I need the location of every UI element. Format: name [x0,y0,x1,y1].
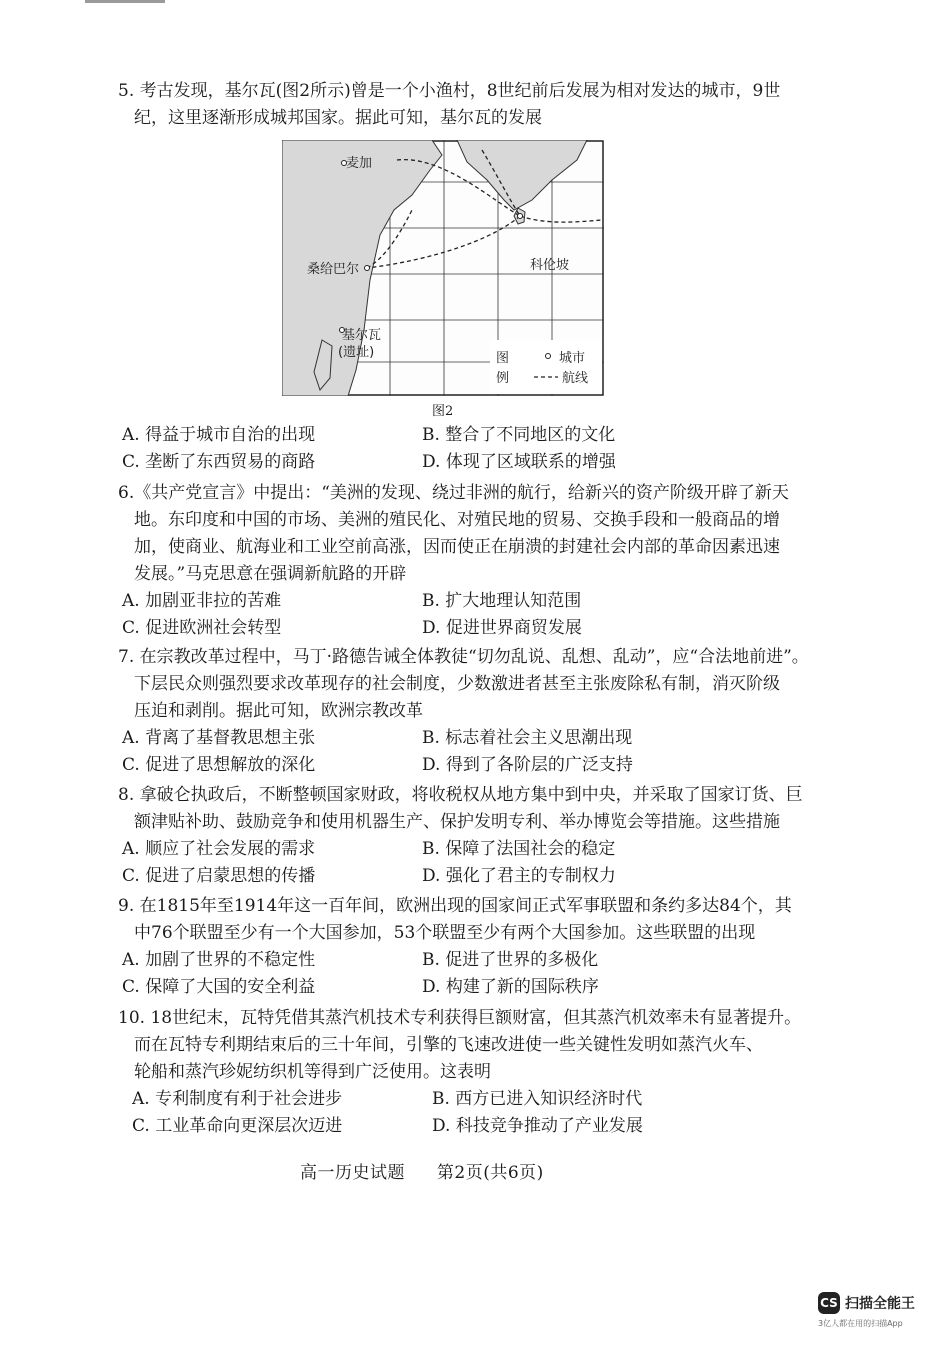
q9-option-b: B. 促进了世界的多极化 [422,950,599,970]
question-10 [118,1005,802,1140]
question-5-options [118,422,798,476]
question-10-line-3: 轮船和蒸汽珍妮纺织机等得到广泛使用。这表明 [134,1062,491,1082]
q6-option-d: D. 促进世界商贸发展 [422,618,582,638]
footer-subject: 高一历史试题 [300,1163,405,1183]
q10-option-d: D. 科技竞争推动了产业发展 [432,1116,643,1136]
question-6-line-4: 发展。”马克思意在强调新航路的开辟 [134,564,407,584]
question-8-line-2: 额津贴补助、鼓励竞争和使用机器生产、保护发明专利、举办博览会等措施。这些措施 [134,812,780,832]
page-footer [300,1158,570,1183]
question-8-line-1: 8. 拿破仑执政后，不断整顿国家财政，将收税权从地方集中到中央，并采取了国家订货、巨 [118,785,803,805]
q6-option-c: C. 促进欧洲社会转型 [122,618,282,638]
question-9-line-1: 9. 在1815年至1914年这一百年间，欧洲出现的国家间正式军事联盟和条约多达84个，其 [118,896,792,916]
q7-option-d: D. 得到了各阶层的广泛支持 [422,755,633,775]
question-7 [118,644,809,779]
watermark-brand: 扫描全能王 [845,1296,915,1312]
city-label-colombo: 科伦坡 [530,258,570,273]
q10-option-c: C. 工业革命向更深层次迈进 [132,1116,343,1136]
question-6-line-1: 6.《共产党宣言》中提出：“美洲的发现、绕过非洲的航行，给新兴的资产阶级开辟了新天 [118,483,789,503]
q9-option-a: A. 加剧了世界的不稳定性 [122,950,316,970]
question-6-line-3: 加，使商业、航海业和工业空前高涨，因而使正在崩溃的封建社会内部的革命因素迅速 [134,537,780,557]
q6-option-a: A. 加剧亚非拉的苦难 [122,591,282,611]
q8-option-d: D. 强化了君主的专制权力 [422,866,616,886]
question-9-line-2: 中76个联盟至少有一个大国参加，53个联盟至少有两个大国参加。这些联盟的出现 [134,923,756,943]
q8-option-c: C. 促进了启蒙思想的传播 [122,866,316,886]
q7-option-c: C. 促进了思想解放的深化 [122,755,316,775]
camscanner-logo-icon: CS [818,1292,840,1314]
city-label-kilwa-site: (遗址) [338,345,375,360]
question-7-line-1: 7. 在宗教改革过程中，马丁·路德告诫全体教徒“切勿乱说、乱想、乱动”，应“合法地前进”。 [118,647,809,667]
q8-option-b: B. 保障了法国社会的稳定 [422,839,616,859]
q7-option-b: B. 标志着社会主义思潮出现 [422,728,633,748]
map-legend [490,340,602,394]
q7-option-a: A. 背离了基督教思想主张 [122,728,316,748]
q5-option-b: B. 整合了不同地区的文化 [422,425,616,445]
question-9 [118,893,798,1001]
q6-option-b: B. 扩大地理认知范围 [422,591,582,611]
q5-option-a: A. 得益于城市自治的出现 [122,425,316,445]
q9-option-c: C. 保障了大国的安全利益 [122,977,316,997]
question-5-line-2: 纪，这里逐渐形成城邦国家。据此可知，基尔瓦的发展 [134,108,542,128]
question-6-line-2: 地。东印度和中国的市场、美洲的殖民化、对殖民地的贸易、交换手段和一般商品的增 [134,510,780,530]
question-5-line-1: 5. 考古发现，基尔瓦(图2所示)曾是一个小渔村，8世纪前后发展为相对发达的城市，9世 [118,81,781,101]
scan-edge-mark [85,0,165,3]
question-10-line-2: 而在瓦特专利期结束后的三十年间，引擎的飞速改进使一些关键性发明如蒸汽火车、 [134,1035,763,1055]
scanner-watermark [818,1292,934,1329]
question-7-line-2: 下层民众则强烈要求改革现存的社会制度，少数激进者甚至主张废除私有制，消灭阶级 [134,674,780,694]
city-label-zanzibar: 桑给巴尔 [307,262,360,277]
legend-city-label: 城市 [559,351,586,366]
q8-option-a: A. 顺应了社会发展的需求 [122,839,316,859]
legend-title-2: 例 [496,371,510,386]
city-label-mecca: 麦加 [346,156,373,171]
question-5 [118,78,798,132]
map-figure-2 [282,140,604,396]
q5-option-d: D. 体现了区域联系的增强 [422,452,616,472]
q5-option-c: C. 垄断了东西贸易的商路 [122,452,316,472]
question-7-line-3: 压迫和剥削。据此可知，欧洲宗教改革 [134,701,423,721]
footer-page-number: 第2页(共6页) [436,1163,544,1183]
q9-option-d: D. 构建了新的国际秩序 [422,977,599,997]
question-6 [118,480,798,642]
legend-city-symbol [546,354,551,359]
question-10-line-1: 10. 18世纪末，瓦特凭借其蒸汽机技术专利获得巨额财富，但其蒸汽机效率未有显著提升。 [118,1008,802,1028]
figure-caption: 图2 [432,404,454,419]
legend-title-1: 图 [496,351,510,366]
question-8 [118,782,803,890]
watermark-slogan: 3亿人都在用的扫描App [818,1319,903,1328]
legend-route-label: 航线 [562,371,589,386]
q10-option-a: A. 专利制度有利于社会进步 [132,1089,343,1109]
city-label-kilwa: 基尔瓦 [342,328,382,343]
q10-option-b: B. 西方已进入知识经济时代 [432,1089,643,1109]
